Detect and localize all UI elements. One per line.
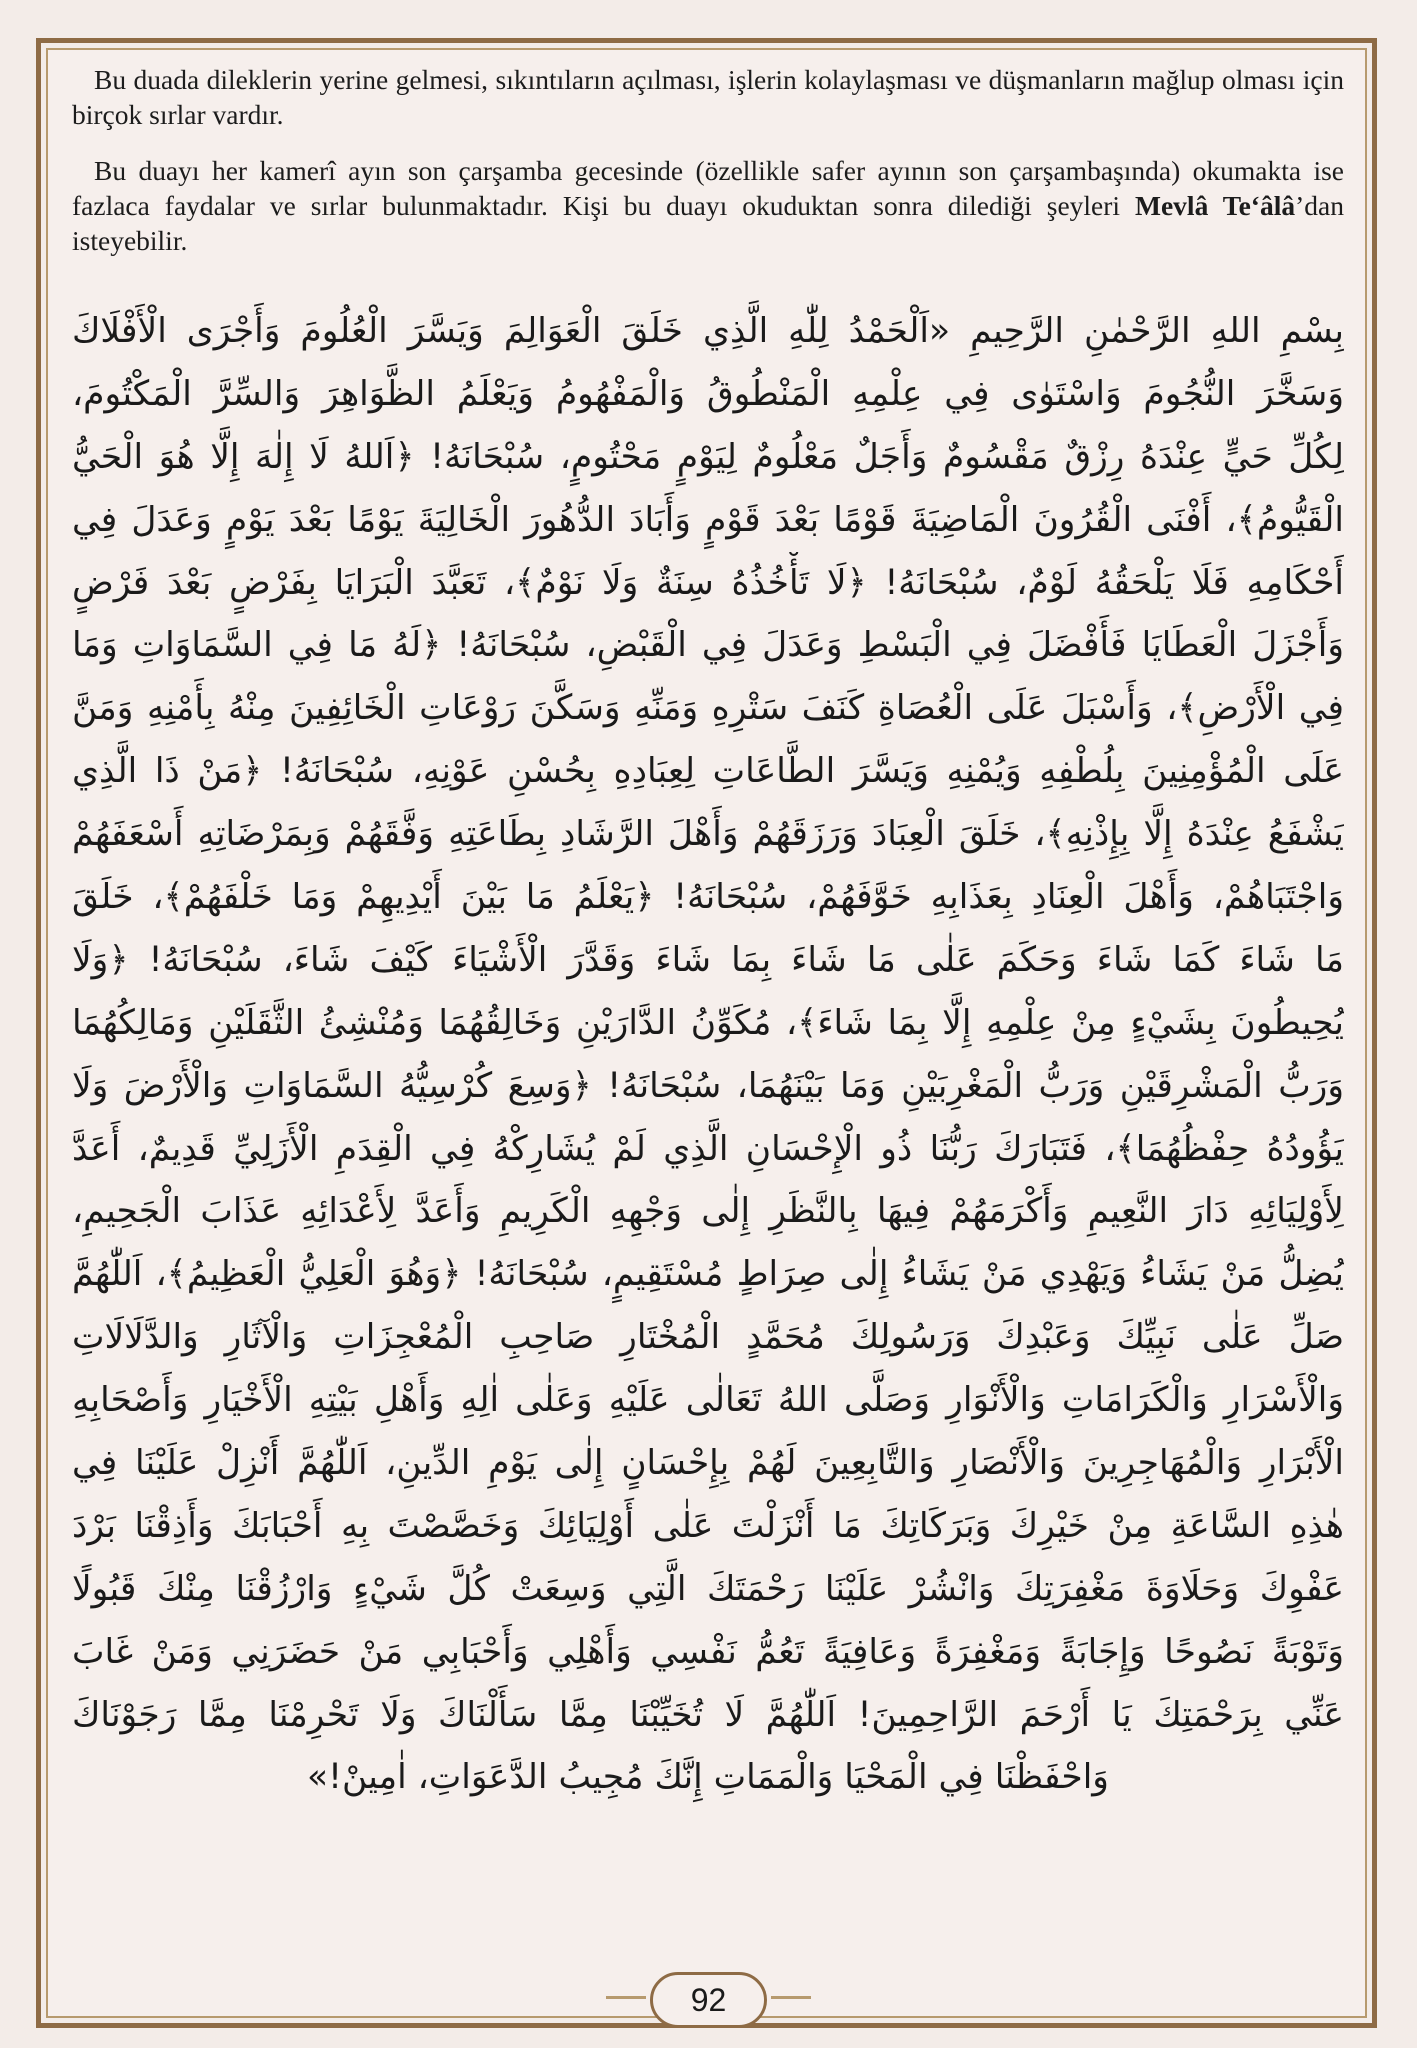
arabic-line: أَحْكَامِهِ فَلَا يَلْحَقُهُ لَوْمٌ، سُبْحَانَهُ! ﴿لَا تَأْخُذُهُ سِنَةٌ وَلَا نَوْمٌ﴾، تَعَبَّدَ الْبَرَايَا بِفَرْضٍ بَعْدَ فَرْضٍ: [72, 562, 1344, 603]
page-number: 92: [650, 1972, 767, 2028]
arabic-prayer-text: [72, 300, 1344, 1809]
arabic-line: عَفْوِكَ وَحَلَاوَةَ مَغْفِرَتِكَ وَانْشُرْ عَلَيْنَا رَحْمَتَكَ الَّتِي وَسِعَتْ كُلَّ شَيْءٍ وَارْزُقْنَا مِنْكَ قَبُولًا: [72, 1568, 1344, 1609]
arabic-line: هٰذِهِ السَّاعَةِ مِنْ خَيْرِكَ وَبَرَكَاتِكَ مَا أَنْزَلْتَ عَلٰى أَوْلِيَائِكَ وَخَصَّصْتَ بِهِ أَحْبَابَكَ وَأَذِقْنَا بَرْدَ: [72, 1505, 1344, 1546]
arabic-line: الْأَبْرَارِ وَالْمُهَاجِرِينَ وَالْأَنْصَارِ وَالتَّابِعِينَ لَهُمْ بِإِحْسَانٍ إِلٰى يَوْمِ الدِّينِ، اَللّٰهُمَّ أَنْزِلْ عَلَيْنَا فِي: [72, 1443, 1344, 1484]
arabic-line: يُحِيطُونَ بِشَيْءٍ مِنْ عِلْمِهِ إِلَّا بِمَا شَاءَ﴾، مُكَوِّنُ الدَّارَيْنِ وَخَالِقُهُمَا وَمُنْشِئُ الثَّقَلَيْنِ وَمَالِكُهُمَا: [72, 1002, 1344, 1043]
turkish-intro: [72, 62, 1344, 279]
arabic-line: يَشْفَعُ عِنْدَهُ إِلَّا بِإِذْنِهِ﴾، خَلَقَ الْعِبَادَ وَرَزَقَهُمْ وَأَهْلَ الرَّشَادِ بِطَاعَتِهِ وَفَّقَهُمْ وَبِمَرْضَاتِهِ أَسْعَفَهُمْ: [72, 814, 1344, 855]
intro-paragraph-2: [72, 153, 1344, 258]
arabic-line: وَرَبُّ الْمَشْرِقَيْنِ وَرَبُّ الْمَغْرِبَيْنِ وَمَا بَيْنَهُمَا، سُبْحَانَهُ! ﴿وَسِعَ كُرْسِيُّهُ السَّمَاوَاتِ وَالْأَرْضَ وَلَا: [72, 1065, 1344, 1106]
page-number-ornament-right: [771, 1996, 811, 1999]
arabic-line: عَنِّي بِرَحْمَتِكَ يَا أَرْحَمَ الرَّاحِمِينَ! اَللّٰهُمَّ لَا تُخَيِّبْنَا مِمَّا سَأَلْنَاكَ وَلَا تَحْرِمْنَا مِمَّا رَجَوْنَاكَ: [72, 1694, 1344, 1735]
arabic-line: فِي الْأَرْضِ﴾، وَأَسْبَلَ عَلَى الْعُصَاةِ كَنَفَ سَتْرِهِ وَمَنِّهِ وَسَكَّنَ رَوْعَاتِ الْخَائِفِينَ مِنْهُ بِأَمْنِهِ وَمَنَّ: [72, 688, 1344, 729]
intro-paragraph-1: Bu duada dileklerin yerine gelmesi, sıkıntıların açılması, işlerin kolaylaşması ve düşmanların mağlup olması için birçok sırlar vardır.: [72, 64, 1344, 130]
arabic-line: لِكُلِّ حَيٍّ عِنْدَهُ رِزْقٌ مَقْسُومٌ وَأَجَلٌ مَعْلُومٌ لِيَوْمٍ مَحْتُومٍ، سُبْحَانَهُ! ﴿اَللهُ لَا إِلٰهَ إِلَّا هُوَ الْحَيُّ: [72, 436, 1344, 477]
arabic-line: يَؤُودُهُ حِفْظُهُمَا﴾، فَتَبَارَكَ رَبُّنَا ذُو الْإِحْسَانِ الَّذِي لَمْ يُشَارِكْهُ فِي الْقِدَمِ الْأَزَلِيِّ قَدِيمٌ، أَعَدَّ: [72, 1128, 1344, 1169]
arabic-line: وَالْأَسْرَارِ وَالْكَرَامَاتِ وَالْأَنْوَارِ وَصَلَّى اللهُ تَعَالٰى عَلَيْهِ وَعَلٰى اٰلِهِ وَأَهْلِ بَيْتِهِ الْأَخْيَارِ وَأَصْحَابِهِ: [72, 1380, 1344, 1421]
arabic-line: يُضِلُّ مَنْ يَشَاءُ وَيَهْدِي مَنْ يَشَاءُ إِلٰى صِرَاطٍ مُسْتَقِيمٍ، سُبْحَانَهُ! ﴿وَهُوَ الْعَلِيُّ الْعَظِيمُ﴾، اَللّٰهُمَّ: [72, 1254, 1344, 1295]
intro-p2-bold: Mevlâ Te‘âlâ: [1135, 190, 1296, 221]
arabic-line: عَلَى الْمُؤْمِنِينَ بِلُطْفِهِ وَيُمْنِهِ وَيَسَّرَ الطَّاعَاتِ لِعِبَادِهِ بِحُسْنِ عَوْنِهِ، سُبْحَانَهُ! ﴿مَنْ ذَا الَّذِي: [72, 751, 1344, 792]
arabic-line: بِسْمِ اللهِ الرَّحْمٰنِ الرَّحِيمِ «اَلْحَمْدُ لِلّٰهِ الَّذِي خَلَقَ الْعَوَالِمَ وَيَسَّرَ الْعُلُومَ وَأَجْرَى الْأَفْلَاكَ: [72, 311, 1344, 351]
arabic-line-last: وَاحْفَظْنَا فِي الْمَحْيَا وَالْمَمَاتِ إِنَّكَ مُجِيبُ الدَّعَوَاتِ، اٰمِينْ!»: [307, 1757, 1109, 1798]
arabic-line: وَتَوْبَةً نَصُوحًا وَإِجَابَةً وَمَغْفِرَةً وَعَافِيَةً تَعُمُّ نَفْسِي وَأَهْلِي وَأَحْبَابِي مَنْ حَضَرَنِي وَمَنْ غَابَ: [72, 1631, 1344, 1672]
arabic-line: لِأَوْلِيَائِهِ دَارَ النَّعِيمِ وَأَكْرَمَهُمْ فِيهَا بِالنَّظَرِ إِلٰى وَجْهِهِ الْكَرِيمِ وَأَعَدَّ لِأَعْدَائِهِ عَذَابَ الْجَحِيمِ،: [72, 1191, 1344, 1232]
arabic-line: مَا شَاءَ كَمَا شَاءَ وَحَكَمَ عَلٰى مَا شَاءَ بِمَا شَاءَ وَقَدَّرَ الْأَشْيَاءَ كَيْفَ شَاءَ، سُبْحَانَهُ! ﴿وَلَا: [72, 939, 1344, 980]
arabic-line: صَلِّ عَلٰى نَبِيِّكَ وَعَبْدِكَ وَرَسُولِكَ مُحَمَّدٍ الْمُخْتَارِ صَاحِبِ الْمُعْجِزَاتِ وَالْآثَارِ وَالدَّلَالَاتِ: [72, 1317, 1344, 1358]
arabic-line: الْقَيُّومُ﴾، أَفْنَى الْقُرُونَ الْمَاضِيَةَ قَوْمًا بَعْدَ قَوْمٍ وَأَبَادَ الدُّهُورَ الْخَالِيَةَ يَوْمًا بَعْدَ يَوْمٍ وَعَدَلَ فِي: [72, 499, 1344, 540]
arabic-line: وَسَخَّرَ النُّجُومَ وَاسْتَوٰى فِي عِلْمِهِ الْمَنْطُوقُ وَالْمَفْهُومُ وَيَعْلَمُ الظَّوَاهِرَ وَالسِّرَّ الْمَكْتُومَ،: [72, 373, 1344, 414]
page-number-ornament-left: [606, 1996, 646, 1999]
intro-p2-start: Bu duayı her kamerî ayın son çarşamba gecesinde (özellikle safer ayının son çarşambaşında) okumakta ise fazlaca faydalar ve sırlar bulunmaktadır. Kişi bu duayı okuduktan sonra dilediği şeyleri: [72, 155, 1344, 221]
intro-p2-end: ’dan isteyebilir.: [72, 190, 1344, 256]
arabic-line: وَأَجْزَلَ الْعَطَايَا فَأَفْضَلَ فِي الْبَسْطِ وَعَدَلَ فِي الْقَبْضِ، سُبْحَانَهُ! ﴿لَهُ مَا فِي السَّمَاوَاتِ وَمَا: [72, 625, 1344, 666]
arabic-line: وَاجْتَبَاهُمْ، وَأَهْلَ الْعِنَادِ بِعَذَابِهِ خَوَّفَهُمْ، سُبْحَانَهُ! ﴿يَعْلَمُ مَا بَيْنَ أَيْدِيهِمْ وَمَا خَلْفَهُمْ﴾، خَلَقَ: [72, 877, 1344, 918]
